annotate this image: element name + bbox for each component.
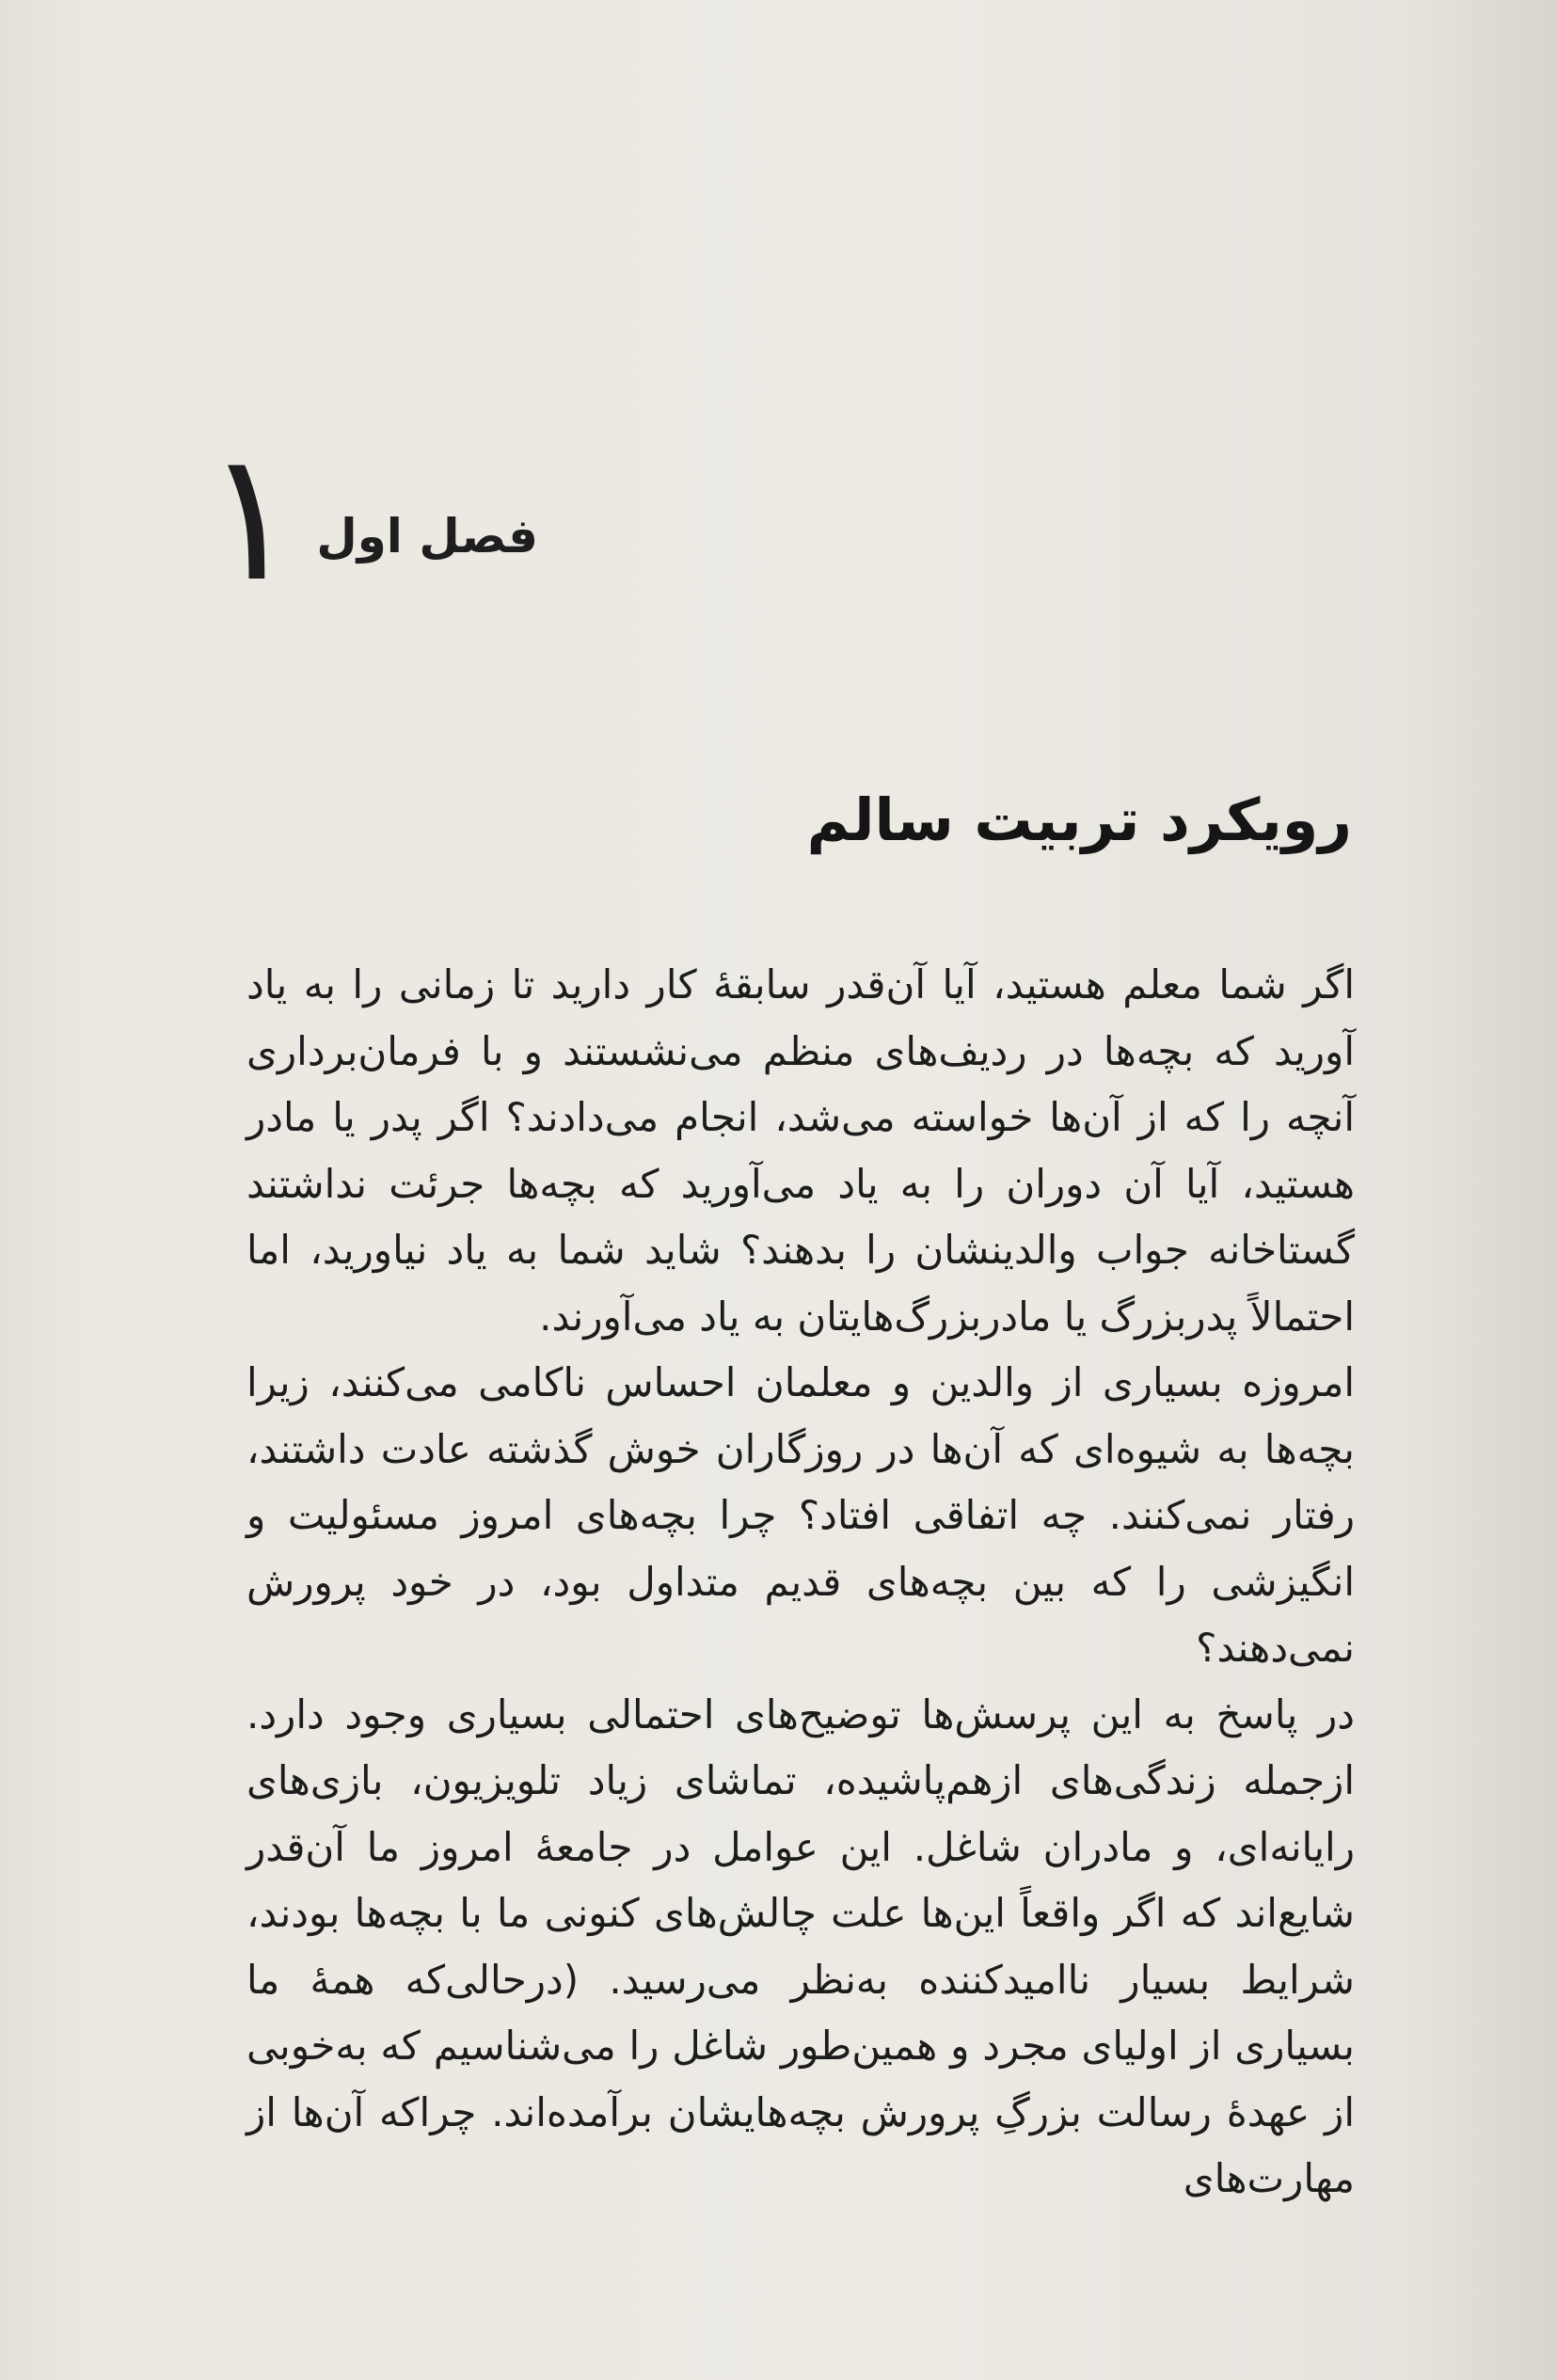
chapter-heading xyxy=(203,413,538,621)
paragraph-1: اگر شما معلم هستید، آیا آن‌قدر سابقهٔ کار دارید تا زمانی را به یاد آورید که بچه‌ها در ردیف‌های منظم می‌نشستند و با فرمان‌برداری آنچه را که از آن‌ها خواسته می‌شد، انجام می‌دادند؟ اگر پدر یا مادر هستید، آیا آن دوران را به یاد می‌آورید که بچه‌ها جرئت نداشتند گستاخانه جواب والدینشان را بدهند؟ شاید شما به یاد نیاورید، اما احتمالاً پدربزرگ یا مادربزرگ‌هایتان به یاد می‌آورند. xyxy=(246,961,1355,1340)
paragraph-2: امروزه بسیاری از والدین و معلمان احساس ناکامی می‌کنند، زیرا بچه‌ها به شیوه‌ای که آن‌ها در روزگاران خوش گذشته عادت داشتند، رفتار نمی‌کنند. چه اتفاقی افتاد؟ چرا بچه‌های امروز مسئولیت و انگیزشی را که بین بچه‌های قدیم متداول بود، در خود پرورش نمی‌دهند؟ xyxy=(246,1359,1355,1671)
paragraph-3: در پاسخ به این پرسش‌ها توضیح‌های احتمالی بسیاری وجود دارد. ازجمله زندگی‌های ازهم‌پاشیده، تماشای زیاد تلویزیون، بازی‌های رایانه‌ای، و مادران شاغل. این عوامل در جامعهٔ امروز ما آن‌قدر شایع‌اند که اگر واقعاً این‌ها علت چالش‌های کنونی ما با بچه‌ها بودند، شرایط بسیار ناامیدکننده به‌نظر می‌رسید. (درحالی‌که همهٔ ما بسیاری از اولیای مجرد و همین‌طور شاغل را می‌شناسیم که به‌خوبی از عهدهٔ رسالت بزرگِ پرورش بچه‌هایشان برآمده‌اند. چراکه آن‌ها از مهارت‌های xyxy=(246,1690,1355,2201)
chapter-label: فصل اول xyxy=(316,509,538,563)
chapter-number: ۱ xyxy=(203,413,300,621)
body-text xyxy=(246,952,1355,2213)
section-title: رویکرد تربیت سالم xyxy=(806,785,1352,854)
